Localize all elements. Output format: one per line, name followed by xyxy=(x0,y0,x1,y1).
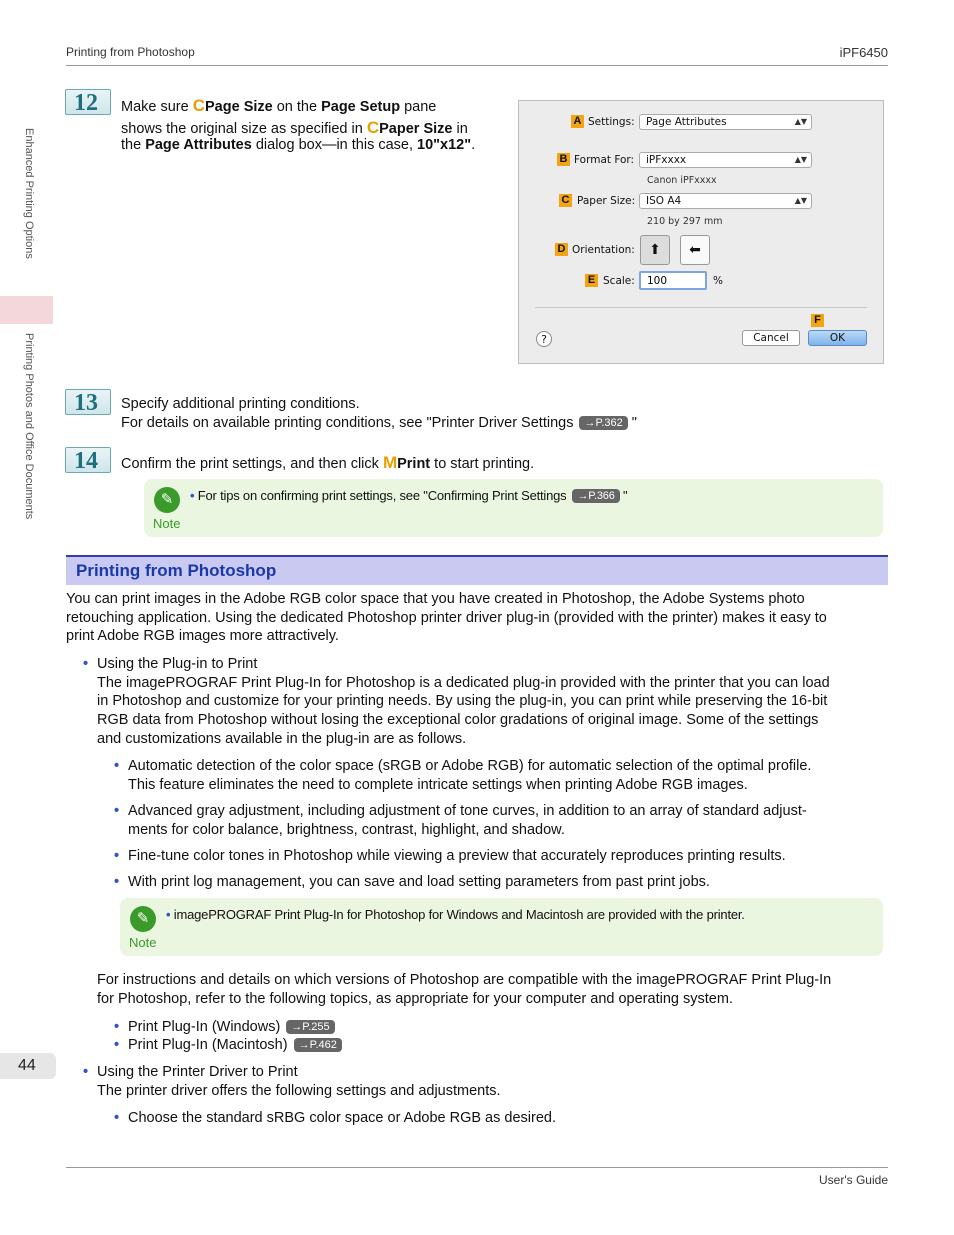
pencil-note-icon: ✎ xyxy=(154,487,180,513)
note-box xyxy=(144,479,883,537)
page-number-tab xyxy=(0,1053,56,1079)
step-14-line-1: Confirm the print settings, and then click MPrint to start printing. xyxy=(121,453,535,472)
list-item: With print log management, you can save and load setting parameters from past print jobs. xyxy=(128,874,710,890)
format-select[interactable]: iPFxxxx ▲▼ xyxy=(639,152,812,168)
list-item: • xyxy=(114,1110,120,1126)
tag-b: B xyxy=(557,153,570,166)
link-list-item: Print Plug-In (Macintosh) →P.462 xyxy=(128,1036,342,1055)
format-subtext: Canon iPFxxxx xyxy=(647,175,717,186)
tag-e: E xyxy=(585,274,598,287)
format-label: Format For: xyxy=(574,154,635,166)
intro-paragraph: You can print images in the Adobe RGB color space that you have created in Photoshop, the Adobe Systems photo retouching application. Using the dedicated Photoshop printer driver plug-in (provided with the printer) makes it easy to print Adobe RGB images more attractively. xyxy=(66,591,827,645)
note-box xyxy=(120,898,883,956)
updown-arrow-icon: ▲▼ xyxy=(794,155,807,164)
page-ref-link[interactable]: →P.362 xyxy=(579,416,627,430)
list-item: Fine-tune color tones in Photoshop while viewing a preview that accurately reproduces printing results. xyxy=(128,848,786,864)
letter-m-icon: M xyxy=(382,453,398,472)
header-title: Printing from Photoshop xyxy=(66,45,195,59)
list-item: Choose the standard sRBG color space or Adobe RGB as desired. xyxy=(128,1110,556,1126)
tag-a: A xyxy=(571,115,584,128)
page-ref-link[interactable]: →P.255 xyxy=(286,1020,334,1034)
list-item: • xyxy=(114,848,120,864)
step-12-line-3: the Page Attributes dialog box—in this case, 10"x12". xyxy=(121,137,476,153)
section-title: Printing from Photoshop xyxy=(76,561,277,580)
step-13-line-2: For details on available printing conditions, see "Printer Driver Settings →P.362 " xyxy=(121,415,637,431)
note-label: Note xyxy=(153,516,181,531)
footer-guide-title: User's Guide xyxy=(819,1173,888,1187)
instructions-paragraph: For instructions and details on which versions of Photoshop are compatible with the imagePROGRAF Print Plug-In for Photoshop, refer to the following topics, as appropriate for your computer and operating system. xyxy=(97,972,832,1007)
letter-c-icon: C xyxy=(366,118,380,137)
help-icon[interactable]: ? xyxy=(536,331,552,347)
link-list-item: • xyxy=(114,1019,120,1035)
driver-bullet-glyph: • xyxy=(83,1064,89,1080)
sidebar-section: Printing Photos and Office Documents xyxy=(23,333,35,520)
dialog-divider xyxy=(535,307,867,308)
updown-arrow-icon: ▲▼ xyxy=(794,117,807,126)
step-12-number: 12 xyxy=(65,89,111,115)
plugin-section: Using the Plug-in to Print The imagePROGRAF Print Plug-In for Photoshop is a dedicated plug-in provided with the printer that you can load in Photoshop and customize for your printing needs. By using the plug-in, you can print while preserving the 16-bit RGB data from Photoshop without losing the exceptional color gradations of original image. Some of the settings and customizations available in the plug-in are as follows. xyxy=(97,656,830,747)
driver-section: Using the Printer Driver to Print The printer driver offers the following settings and adjustments. xyxy=(97,1064,501,1099)
page-number: 44 xyxy=(18,1057,36,1074)
cancel-button[interactable]: Cancel xyxy=(742,330,800,346)
scale-label: Scale: xyxy=(603,275,635,287)
list-item: Advanced gray adjustment, including adjustment of tone curves, in addition to an array of standard adjust- ments for color balance, brightness, contrast, highlight, and shadow. xyxy=(128,803,807,838)
list-item: • xyxy=(114,874,120,890)
page-ref-link[interactable]: →P.462 xyxy=(294,1038,342,1052)
pencil-note-icon: ✎ xyxy=(130,906,156,932)
header-rule xyxy=(66,65,888,66)
scale-unit: % xyxy=(713,275,723,287)
scale-input[interactable] xyxy=(639,271,707,290)
landscape-icon[interactable]: ⬅ xyxy=(680,235,710,265)
link-list-item: • xyxy=(114,1037,120,1053)
tag-f: F xyxy=(811,314,824,327)
orientation-label: Orientation: xyxy=(572,244,635,256)
settings-label: Settings: xyxy=(588,116,635,128)
updown-arrow-icon: ▲▼ xyxy=(794,196,807,205)
step-12-line-1: Make sure CPage Size on the Page Setup pane xyxy=(121,96,437,115)
page-ref-link[interactable]: →P.366 xyxy=(572,489,619,503)
tag-c: C xyxy=(559,194,572,207)
sidebar-tab-marker xyxy=(0,296,53,324)
sidebar-chapter: Enhanced Printing Options xyxy=(23,128,35,259)
paper-size-subtext: 210 by 297 mm xyxy=(647,216,723,227)
page-setup-dialog xyxy=(518,100,884,364)
plugin-bullet-glyph: • xyxy=(83,656,89,672)
portrait-icon[interactable]: ⬆ xyxy=(640,235,670,265)
step-12-line-2: shows the original size as specified in CPaper Size in xyxy=(121,118,468,137)
list-item: Automatic detection of the color space (sRGB or Adobe RGB) for automatic selection of the optimal profile. This feature eliminates the need to complete intricate settings when printing Adobe RGB images. xyxy=(128,758,812,793)
list-item: • xyxy=(114,803,120,819)
paper-size-select[interactable]: ISO A4 ▲▼ xyxy=(639,193,812,209)
letter-c-icon: C xyxy=(192,96,206,115)
note-text: • imagePROGRAF Print Plug-In for Photoshop for Windows and Macintosh are provided with the printer. xyxy=(166,907,745,922)
section-header xyxy=(66,555,888,585)
step-13-line-1: Specify additional printing conditions. xyxy=(121,396,360,412)
step-14-number: 14 xyxy=(65,447,111,473)
tag-d: D xyxy=(555,243,568,256)
list-item: • xyxy=(114,758,120,774)
note-label: Note xyxy=(129,935,157,950)
step-13-number: 13 xyxy=(65,389,111,415)
note-text: • For tips on confirming print settings, see "Confirming Print Settings →P.366 " xyxy=(190,488,628,503)
settings-select[interactable]: Page Attributes ▲▼ xyxy=(639,114,812,130)
ok-button[interactable]: OK xyxy=(808,330,867,346)
link-list-item: Print Plug-In (Windows) →P.255 xyxy=(128,1018,335,1037)
footer-rule xyxy=(66,1167,888,1168)
header-model: iPF6450 xyxy=(839,45,888,60)
paper-size-label: Paper Size: xyxy=(577,195,636,207)
